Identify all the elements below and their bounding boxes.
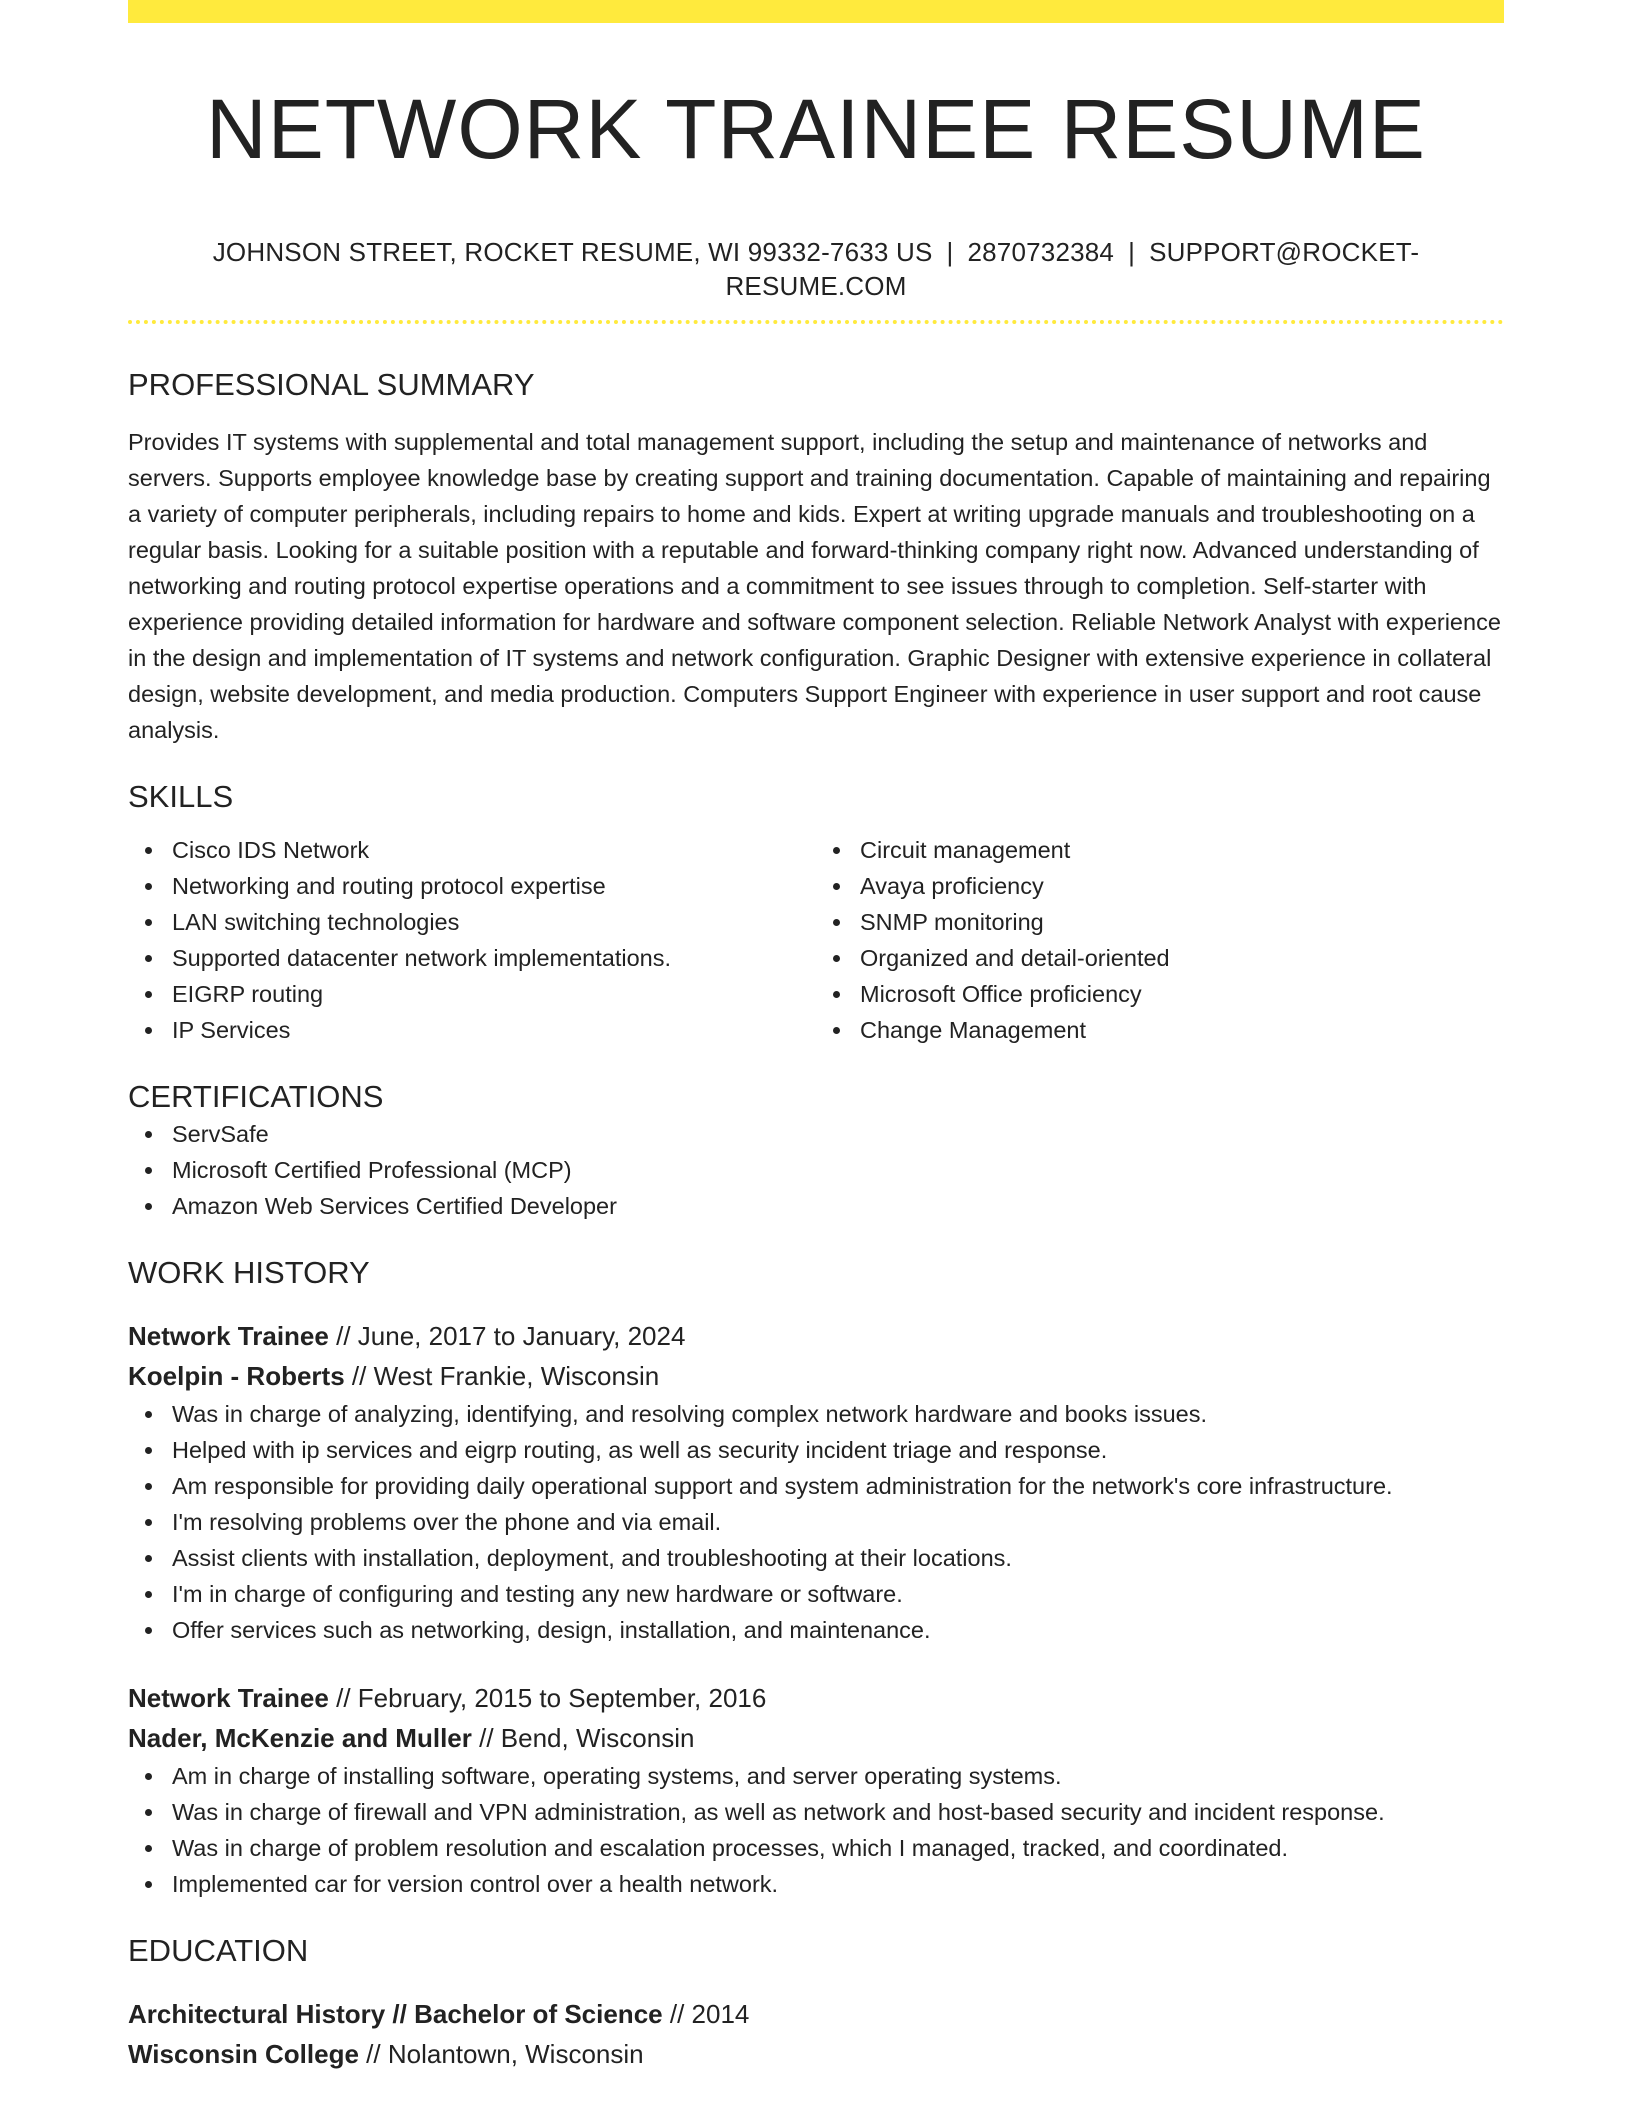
summary-text: Provides IT systems with supplemental and total management support, including the setup and maintenance of networks and servers. Supports employee knowledge base by creating support and training documentation. Capable of maintaining and repairing a variety of computer peripherals, including repairs to home and kids. Expert at writing upgrade manuals and troubleshooting on a regular basis. Looking for a suitable position with a reputable and forward-thinking company right now. Advanced understanding of networking and routing protocol expertise operations and a commitment to see issues through to completion. Self-starter with experience providing detailed information for hardware and software component selection. Reliable Network Analyst with experience in the design and implementation of IT systems and network configuration. Graphic Designer with extensive experience in collateral design, website development, and media production. Computers Support Engineer with experience in user support and root cause analysis. [128,429,1501,743]
job-company: Koelpin - Roberts [128,1361,345,1391]
job-entry [128,1678,1504,1902]
job-title: Network Trainee [128,1321,329,1351]
skill-item: Supported datacenter network implementations. [172,940,816,976]
job-title: Network Trainee [128,1683,329,1713]
skills-list-left [128,832,816,1048]
date-separator: // [336,1683,351,1713]
year-separator: // [669,1999,685,2029]
job-company-line [128,1718,1504,1758]
location-separator: // [366,2039,381,2069]
job-company-line [128,1356,1504,1396]
job-duty: Was in charge of firewall and VPN administration, as well as network and host-based security and incident response. [172,1794,1504,1830]
resume-page [128,0,1504,2074]
contact-separator: | [946,237,954,267]
contact-email: SUPPORT@ROCKET-RESUME.COM [725,237,1420,301]
job-title-line [128,1316,1504,1356]
job-duties-list [128,1396,1504,1648]
dotted-divider [128,320,1504,324]
education-school: Wisconsin College [128,2039,359,2069]
job-duties-list [128,1758,1504,1902]
certifications-heading: CERTIFICATIONS [128,1079,384,1114]
job-location: Bend, Wisconsin [500,1723,695,1753]
contact-separator: | [1128,237,1136,267]
job-dates: February, 2015 to September, 2016 [357,1683,767,1713]
education-school-line [128,2034,1504,2074]
contact-line [128,235,1504,303]
education-degree: Architectural History // Bachelor of Science [128,1999,663,2029]
job-duty: Implemented car for version control over a health network. [172,1866,1504,1902]
education-year: 2014 [691,1999,750,2029]
job-entry [128,1316,1504,1648]
job-duty: I'm resolving problems over the phone and via email. [172,1504,1504,1540]
contact-address: JOHNSON STREET, ROCKET RESUME, WI 99332-7633 US [212,237,933,267]
job-duty: Assist clients with installation, deployment, and troubleshooting at their locations. [172,1540,1504,1576]
summary-heading: PROFESSIONAL SUMMARY [128,367,535,402]
job-location: West Frankie, Wisconsin [373,1361,660,1391]
skill-item: Change Management [860,1012,1504,1048]
location-separator: // [479,1723,494,1753]
skill-item: Networking and routing protocol expertise [172,868,816,904]
certification-item: Amazon Web Services Certified Developer [172,1188,1504,1224]
job-duty: Offer services such as networking, design, installation, and maintenance. [172,1612,1504,1648]
certification-item: Microsoft Certified Professional (MCP) [172,1152,1504,1188]
job-dates: June, 2017 to January, 2024 [357,1321,686,1351]
job-company: Nader, McKenzie and Muller [128,1723,472,1753]
skill-item: SNMP monitoring [860,904,1504,940]
job-duty: I'm in charge of configuring and testing any new hardware or software. [172,1576,1504,1612]
skill-item: Avaya proficiency [860,868,1504,904]
skills-list-right [816,832,1504,1048]
education-degree-line [128,1994,1504,2034]
job-duty: Was in charge of analyzing, identifying, and resolving complex network hardware and books issues. [172,1396,1504,1432]
skill-item: Cisco IDS Network [172,832,816,868]
education-location: Nolantown, Wisconsin [387,2039,644,2069]
skill-item: IP Services [172,1012,816,1048]
job-duty: Was in charge of problem resolution and escalation processes, which I managed, tracked, and coordinated. [172,1830,1504,1866]
skill-item: Organized and detail-oriented [860,940,1504,976]
certification-item: ServSafe [172,1116,1504,1152]
skills-columns [128,832,1504,1048]
skill-item: EIGRP routing [172,976,816,1012]
location-separator: // [351,1361,367,1391]
job-duty: Helped with ip services and eigrp routing, as well as security incident triage and response. [172,1432,1504,1468]
skill-item: Microsoft Office proficiency [860,976,1504,1012]
education-heading: EDUCATION [128,1933,309,1968]
work-history-heading: WORK HISTORY [128,1255,370,1290]
skills-heading: SKILLS [128,779,234,814]
job-duty: Am responsible for providing daily operational support and system administration for the network's core infrastructure. [172,1468,1504,1504]
top-accent-bar [128,0,1504,23]
skill-item: LAN switching technologies [172,904,816,940]
job-duty: Am in charge of installing software, operating systems, and server operating systems. [172,1758,1504,1794]
contact-phone: 2870732384 [967,237,1115,267]
certifications-list [128,1116,1504,1224]
skill-item: Circuit management [860,832,1504,868]
job-title-line [128,1678,1504,1718]
resume-title: NETWORK TRAINEE RESUME [206,82,1426,176]
date-separator: // [336,1321,351,1351]
